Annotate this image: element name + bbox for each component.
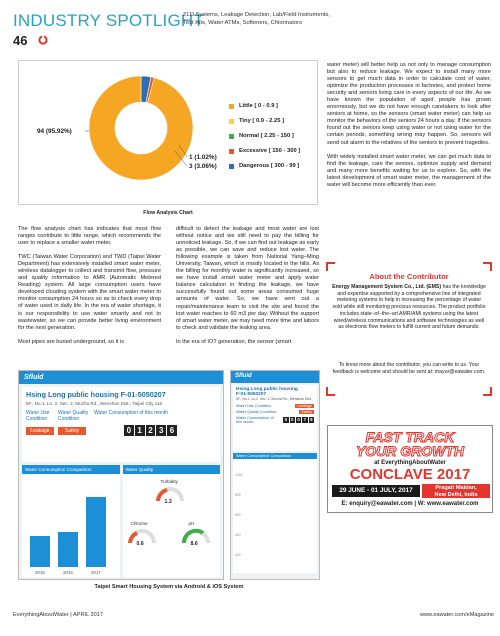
legend-swatch	[229, 149, 234, 154]
paragraph: difficult to detect the leakage and most water are lost without notice and we still need to pay the billing for unnoticed leakage. So, if we can find out leakage as early as possible, we can save and reduce lost water. The following example is taken from National Yang–Ming University, Taiwan, which is mostly located in the hills. As the billing for monthly water is significantly increased, so we have install smart water meter and apply water balance calculation in finding the leakage, we have successfully found out some areas consumed huge amounts of water. So, we have sent out a repair/maintenance team to visit the site and found the lost water reaches to 60 m3 per day. Without the support of smart water meter, we may need more time and labors to check and validate the leaking area.	[176, 226, 319, 331]
page-number: 46	[13, 33, 28, 48]
counter-digit: 2	[146, 425, 156, 436]
counter-digit: 0	[291, 416, 294, 422]
legend-swatch	[229, 119, 234, 124]
ad-venue: Pragati Maidan, New Delhi, India	[422, 484, 490, 498]
phone-app-screenshot: Sfluid Hsing Long public housing F-01-5050207 5F., No.1, Ln.2, Sec. 2, Muzha Rd., Wenshan Dist., Water Use Condition Leakage Water Quality Condition Safety Water Consumption of this month 0 0 0 7 8 Water Consumption Comparison 1000 800 600 400 200	[230, 370, 320, 580]
legend-swatch	[229, 134, 234, 139]
about-contributor-box	[326, 262, 492, 380]
about-contact: To know more about the contributor, you can write to us. Your feedback is welcome and should be sent at: mayur@eawater.com.	[332, 362, 486, 375]
counter-digit: 0	[284, 416, 288, 422]
legend-item	[229, 133, 294, 139]
slice-label: 94 (95.92%)	[37, 128, 72, 135]
bar-year-label: 2016	[63, 570, 73, 575]
footer-url[interactable]: www.eawater.com/eMagazine	[420, 612, 494, 618]
article-column-3	[327, 62, 491, 196]
counter-digit: 3	[156, 425, 166, 436]
section-subtitle: ZLD Systems, Leakage Detection, Lab/Field Instruments, Test Kits, Water ATMs, Softeners, Chlorinators	[183, 12, 330, 26]
eaw-logo-icon	[38, 35, 48, 45]
quality-panel: Water Quality Turbidity 1.3 Chlorine 0.6 pH 8.6	[123, 465, 221, 577]
ad-at: at EverythingAboutWater	[374, 460, 446, 466]
app-caption: Taipei Smart Housing System via Android & iOS System	[94, 584, 244, 590]
slice-label: 3 (3.06%)	[189, 163, 217, 170]
y-tick-label: 1000	[235, 473, 243, 477]
legend-swatch	[229, 104, 234, 109]
paragraph: TWC (Taiwan Water Corporation) and TWD (Taipei Water Department) has extensively installed smart water meter, wireless datalogger to collect and transmit flow, pressure and quality information to AMR (Automatic Metered Reading) system. All large consumption users have developed clouding system with the smart water meter to monitor consumption 24 hours so as to check every drop of water used in daily life. In the era of water shortage, it is our responsibility to use water smartly and not to wastewater, so we can provide better living environment for the next generation.	[18, 254, 161, 331]
bar-year-label: 2017	[91, 570, 101, 575]
leakage-badge: Leakage	[26, 427, 54, 435]
legend-item	[229, 118, 284, 124]
safety-badge: Safety	[58, 427, 86, 435]
counter-digit: 6	[167, 425, 177, 436]
legend-swatch	[229, 164, 234, 169]
consumption-bar	[58, 532, 78, 567]
paragraph: Most pipes are buried underground, so it is	[18, 338, 125, 345]
legend-label: Dangerous [ 300 - 99 ]	[239, 163, 300, 169]
legend-label: Excessive [ 150 - 300 ]	[239, 148, 301, 154]
counter-digit: 0	[297, 416, 300, 422]
slice-label: 1 (1.02%)	[189, 154, 217, 161]
y-tick-label: 200	[235, 553, 241, 557]
tablet-app-screenshot: Sfluid Hsing Long public housing F-01-5050207 5F., No.1, Ln. 2, Sec. 2, Muzha Rd., Wenshan Dist., Taipei City 116 Water Use Condition Water Quality Condition Water Consumption of this month Leakage Safety 0 1 2 3 6 Water Consumption Comparison 2015 2016 2017 Water Quality Turbidity 1.3 Chlorine 0.6 pH 8.6	[18, 370, 224, 580]
paragraph: With widely installed smart water meter, we can get much data to find the leakage, care the seniors, optimize supply and demand and many more benefits waiting for us to explore. So, with the latest development of smart water meter, the management of the water will become more efficiently than ever.	[327, 153, 491, 188]
paragraph: water meter) will better help us not only to manage consumption but also to reduce leakage. We expect to install many more sensors to get much data in order to calculate cost of water, optimize the production processes in factories, and protect home security and seniors living care in every aspects of our life. As we have known the population of aged people has grown enormously, but we do not have enough caretakers to look after seniors at home, so the sensors (smart water meter) can help us monitor the behaviors of the seniors 24 hours a day. If the sensors found out the seniors keep using water or not using water for the certain periods, something wrong may happen. So, sensors will send out alarm to the relatives of the seniors to prevent tragedies.	[327, 62, 491, 146]
footer-publication: EverythingAboutWater | APRIL 2017	[13, 612, 103, 618]
consumption-bars	[28, 487, 114, 575]
flow-analysis-chart	[18, 60, 318, 205]
legend-label: Normal [ 2.25 - 150 ]	[239, 133, 294, 139]
ad-dates: 29 JUNE - 01 JULY, 2017	[332, 485, 420, 497]
paragraph: In the era of IOT generation, the sensor (smart	[176, 338, 292, 345]
counter-digit: 0	[124, 425, 134, 436]
app-title: Hsing Long public housing F-01-5050207	[26, 390, 166, 399]
phone-comparison-panel: Water Consumption Comparison 1000 800 600 400 200	[233, 453, 317, 573]
counter-digit: 1	[135, 425, 145, 436]
counter-digit: 7	[303, 416, 307, 422]
legend-item	[229, 163, 299, 169]
section-title: INDUSTRY SPOTLIGHT	[13, 11, 204, 30]
ad-contact: E: enquiry@eawater.com | W: www.eawater.com	[341, 501, 479, 507]
comparison-panel: Water Consumption Comparison 2015 2016 2017	[22, 465, 120, 577]
pie-slice	[89, 76, 193, 180]
y-tick-label: 600	[235, 513, 241, 517]
ad-headline-2: YOUR GROWTH	[355, 443, 465, 459]
ad-headline-1: FAST TRACK	[365, 429, 455, 445]
app-address: 5F., No.1, Ln. 2, Sec. 2, Muzha Rd., Wenshan Dist., Taipei City 116	[26, 401, 163, 406]
ad-conclave: CONCLAVE 2017	[349, 466, 471, 483]
bar-year-label: 2015	[35, 570, 45, 575]
app-brand: Sfluid	[19, 371, 223, 384]
article-column-2	[176, 226, 319, 353]
y-tick-label: 800	[235, 493, 241, 497]
chart-caption: Flow Analysis Chart	[143, 210, 193, 216]
legend-item	[229, 148, 300, 154]
y-tick-label: 400	[235, 533, 241, 537]
consumption-bar	[86, 497, 106, 567]
legend-label: Tiny [ 0.9 - 2.25 ]	[239, 118, 284, 124]
about-heading: About the Contributor	[369, 272, 449, 281]
consumption-counter	[124, 425, 177, 436]
article-column-1	[18, 226, 161, 353]
consumption-bar	[30, 536, 50, 568]
conclave-ad[interactable]	[327, 425, 493, 513]
counter-digit: 8	[310, 416, 313, 422]
legend-item	[229, 103, 278, 109]
paragraph: The flow analysis chart has indicates that most flow ranges contribute to little range, which recommends the user to replace a smaller water meter.	[18, 226, 161, 247]
legend-label: Little [ 0 - 0.9 ]	[239, 103, 278, 109]
about-body: Energy Management System Co., Ltd. (EMS) has the knowledge and expertise supported by a comprehensive line of integrated metering systems to help in increasing the percentage of water sold while still monitoring precious resources. The product portfolio includes state–of–the–art AMR/AMI systems using the latest wired/wireless communications and software technologies as well as electronic flow meters to fulfill current and future demands.	[332, 284, 486, 331]
